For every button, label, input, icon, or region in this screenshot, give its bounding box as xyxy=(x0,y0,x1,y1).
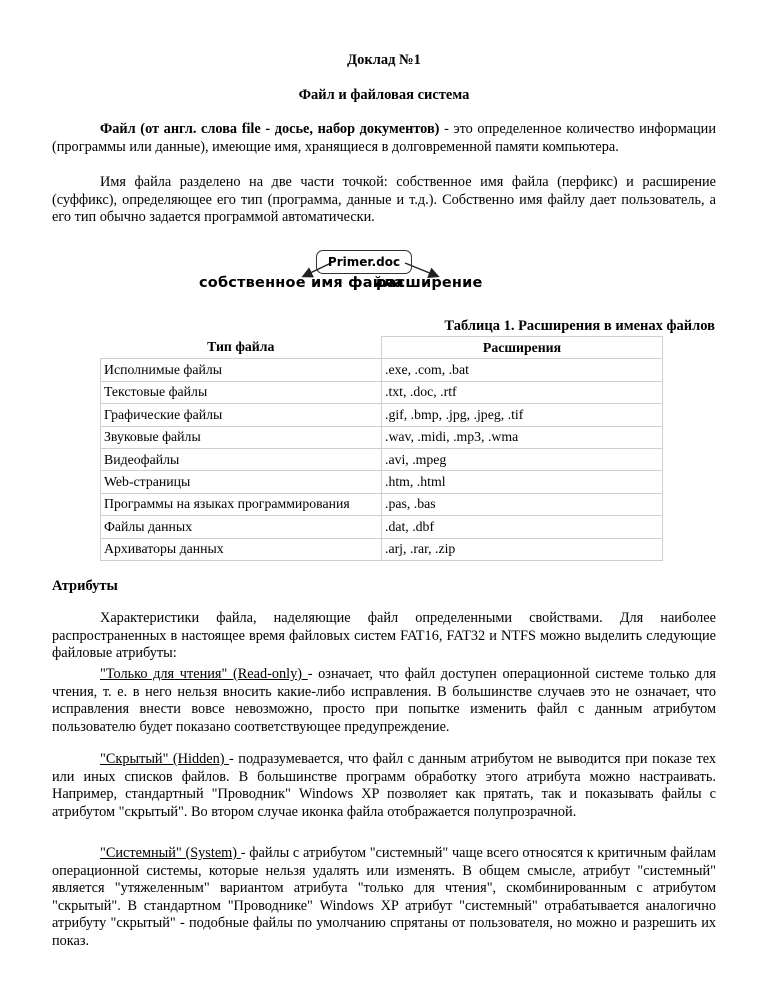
own-name-label: собственное имя файла xyxy=(199,275,404,291)
paragraph-file-name xyxy=(52,174,716,227)
extensions-cell: .avi, .mpeg xyxy=(382,448,663,470)
file-type-cell: Графические файлы xyxy=(101,404,382,426)
hidden-term: "Скрытый" (Hidden) xyxy=(100,751,230,767)
file-type-cell: Исполнимые файлы xyxy=(101,359,382,381)
readonly-text: - означает, что файл доступен операционной системе только для чтения, т. е. в него нельзя вносить какие-либо исправления. В большинстве случаев это не означает, что исправления внести вовсе невозможно, просто при попытке изменить файл с данным атрибутом пользователю будет показано соответствующее предупреждение. xyxy=(52,666,716,735)
paragraph-readonly xyxy=(52,666,716,736)
header-file-type: Тип файла xyxy=(101,337,382,359)
file-type-cell: Файлы данных xyxy=(101,516,382,538)
extensions-cell: .wav, .midi, .mp3, .wma xyxy=(382,426,663,448)
extensions-cell: .arj, .rar, .zip xyxy=(382,538,663,560)
extensions-table xyxy=(100,336,663,561)
file-type-cell: Архиваторы данных xyxy=(101,538,382,560)
extensions-cell: .gif, .bmp, .jpg, .jpeg, .tif xyxy=(382,404,663,426)
table-row xyxy=(101,359,663,381)
table-row xyxy=(101,404,663,426)
extensions-cell: .exe, .com, .bat xyxy=(382,359,663,381)
attributes-heading: Атрибуты xyxy=(52,578,118,594)
extensions-cell: .pas, .bas xyxy=(382,493,663,515)
table-row xyxy=(101,426,663,448)
filename-diagram xyxy=(193,247,531,299)
table-row xyxy=(101,538,663,560)
file-term: Файл (от англ. слова file - досье, набор документов) xyxy=(100,121,440,137)
system-term: "Системный" (System) xyxy=(100,845,241,861)
paragraph-system xyxy=(52,845,716,950)
table-row xyxy=(101,516,663,538)
file-type-cell: Web-страницы xyxy=(101,471,382,493)
hidden-text: - подразумевается, что файл с данным атрибутом не выводится при показе тех или иных списков файлов. В большинстве программ обработку этого атрибута можно настраивать. Например, стандартный "Проводник" Windows XP позволяет как прятать, так и показывать файлы с атрибутом "скрытый". Во втором случае иконка файла отображается полупрозрачной. xyxy=(52,751,716,820)
paragraph-attributes-intro xyxy=(52,610,716,663)
table-row xyxy=(101,381,663,403)
table-row xyxy=(101,448,663,470)
readonly-term: "Только для чтения" (Read-only) xyxy=(100,666,308,682)
extension-label: расширение xyxy=(376,275,483,291)
file-type-cell: Видеофайлы xyxy=(101,448,382,470)
table-caption: Таблица 1. Расширения в именах файлов xyxy=(444,318,715,334)
extensions-cell: .dat, .dbf xyxy=(382,516,663,538)
table-row xyxy=(101,471,663,493)
file-definition-text: - это определенное количество информации (программы или данные), имеющие имя, хранящиеся в долговременной памяти компьютера. xyxy=(52,121,716,155)
document-title: Доклад №1 xyxy=(347,52,421,68)
file-type-cell: Программы на языках программирования xyxy=(101,493,382,515)
document-subtitle: Файл и файловая система xyxy=(298,87,470,103)
table-header-row xyxy=(101,337,663,359)
extensions-cell: .txt, .doc, .rtf xyxy=(382,381,663,403)
header-extensions: Расширения xyxy=(382,337,663,359)
file-type-cell: Звуковые файлы xyxy=(101,426,382,448)
file-type-cell: Текстовые файлы xyxy=(101,381,382,403)
attributes-intro-text: Характеристики файла, наделяющие файл определенными свойствами. Для наиболее распространенных в настоящее время файловых систем FAT16, FAT32 и NTFS можно выделить следующие файловые атрибуты: xyxy=(52,610,716,661)
table-row xyxy=(101,493,663,515)
filename-example-box: Primer.doc xyxy=(316,250,412,274)
paragraph-file-definition xyxy=(52,121,716,156)
extensions-cell: .htm, .html xyxy=(382,471,663,493)
paragraph-hidden xyxy=(52,751,716,821)
system-text: - файлы с атрибутом "системный" чаще всего относятся к критичным файлам операционной системы, которые нельзя удалять или изменять. В общем смысле, атрибут "системный" является "утяжеленным" вариантом атрибута "только для чтения", скомбинированным с атрибутом "скрытый". В стандартном "Проводнике" Windows XP атрибут "системный" отрабатывается аналогично атрибуту "скрытый" - подобные файлы по умолчанию спрятаны от пользователя, но можно и разрешить их показ. xyxy=(52,845,716,949)
file-name-text: Имя файла разделено на две части точкой: собственное имя файла (перфикс) и расширение (суффикс), определяющее его тип (программа, данные и т.д.). Собственно имя файлу дает пользователь, а его тип обычно задается программой автоматически. xyxy=(52,174,716,225)
